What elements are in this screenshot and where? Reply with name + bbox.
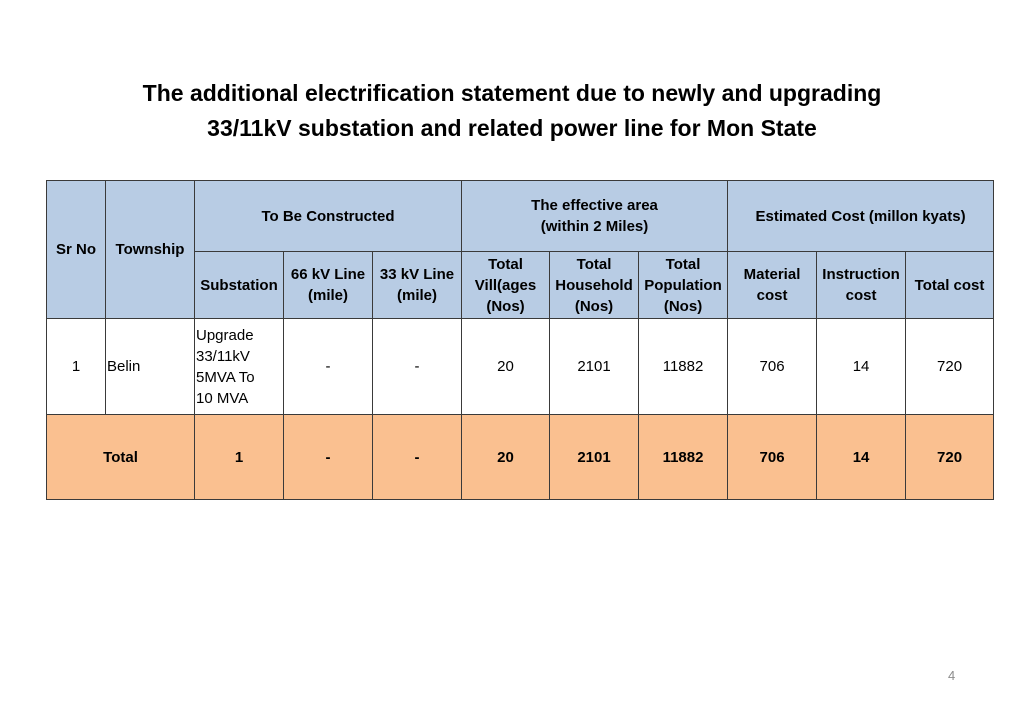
- header-total-cost: Total cost: [906, 252, 994, 319]
- page-title: [0, 76, 1024, 146]
- header-row-1: [47, 181, 994, 252]
- header-total-household: Total Household (Nos): [550, 252, 639, 319]
- cell-66kv-line: -: [284, 319, 373, 415]
- title-line-1: The additional electrification statement due to newly and upgrading: [142, 80, 882, 106]
- header-to-be-constructed: To Be Constructed: [195, 181, 462, 252]
- cell-total-household: 2101: [550, 319, 639, 415]
- header-33kv-line: 33 kV Line (mile): [373, 252, 462, 319]
- total-total-cost: 720: [906, 415, 994, 500]
- cell-33kv-line: -: [373, 319, 462, 415]
- header-sr-no: Sr No: [47, 181, 106, 319]
- header-total-population: Total Population (Nos): [639, 252, 728, 319]
- header-estimated-cost: Estimated Cost (millon kyats): [728, 181, 994, 252]
- cell-total-villages: 20: [462, 319, 550, 415]
- cell-township: Belin: [106, 319, 195, 415]
- table-row: [47, 319, 994, 415]
- cell-total-cost: 720: [906, 319, 994, 415]
- header-instruction-cost: Instruction cost: [817, 252, 906, 319]
- total-33kv-line: -: [373, 415, 462, 500]
- total-household: 2101: [550, 415, 639, 500]
- cell-sr-no: 1: [47, 319, 106, 415]
- header-66kv-line: 66 kV Line (mile): [284, 252, 373, 319]
- header-effective-area: The effective area (within 2 Miles): [462, 181, 728, 252]
- total-substation: 1: [195, 415, 284, 500]
- total-material-cost: 706: [728, 415, 817, 500]
- header-substation: Substation: [195, 252, 284, 319]
- header-material-cost: Material cost: [728, 252, 817, 319]
- total-label: Total: [47, 415, 195, 500]
- header-total-villages: Total Vill(ages (Nos): [462, 252, 550, 319]
- cell-material-cost: 706: [728, 319, 817, 415]
- page-number: 4: [948, 668, 956, 683]
- total-villages: 20: [462, 415, 550, 500]
- cell-substation: Upgrade 33/11kV 5MVA To 10 MVA: [195, 319, 284, 415]
- total-row: [47, 415, 994, 500]
- total-population: 11882: [639, 415, 728, 500]
- total-66kv-line: -: [284, 415, 373, 500]
- cell-instruction-cost: 14: [817, 319, 906, 415]
- cell-total-population: 11882: [639, 319, 728, 415]
- header-township: Township: [106, 181, 195, 319]
- title-line-2: 33/11kV substation and related power line for Mon State: [207, 115, 817, 141]
- electrification-table: [46, 180, 994, 500]
- total-instruction-cost: 14: [817, 415, 906, 500]
